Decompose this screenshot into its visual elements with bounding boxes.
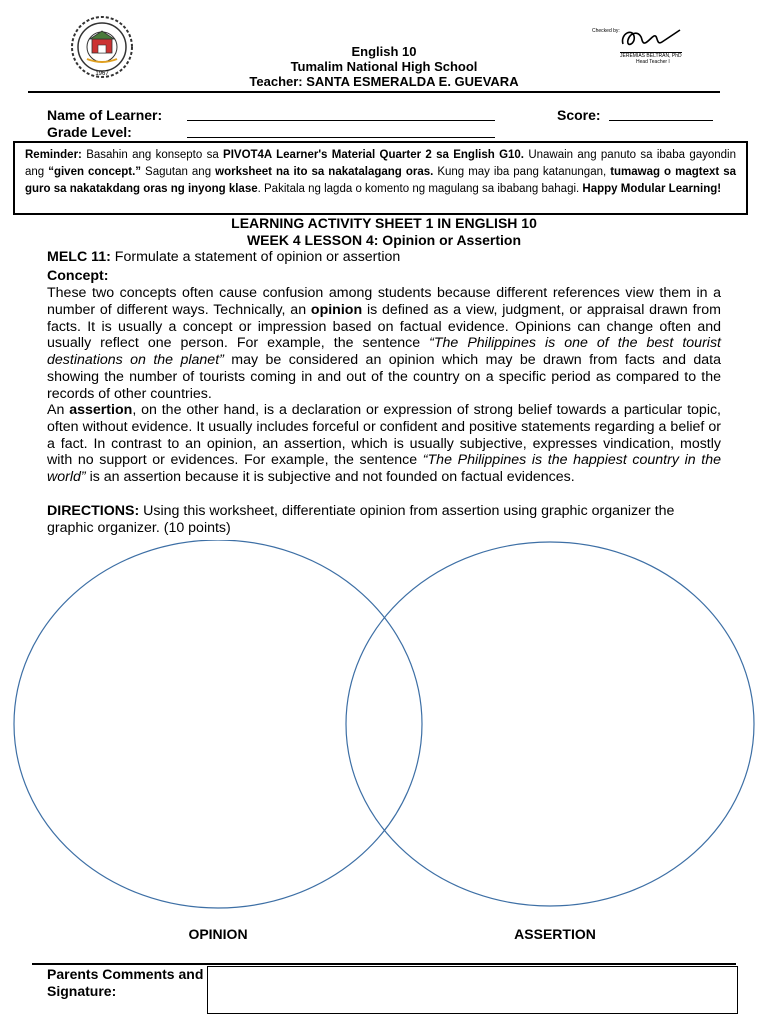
teacher-name: Teacher: SANTA ESMERALDA E. GUEVARA xyxy=(249,74,519,89)
paragraph-text: is defined as a view, judgment, or appraisal drawn from facts. It is usually a concept or impression based on factual evidence. Opinions can change often and usually reflect one person. For example, the sentence xyxy=(47,301,721,352)
checked-by-label: Checked by: xyxy=(592,28,620,34)
paragraph-text: An xyxy=(47,402,70,418)
paragraph-text: assertion xyxy=(69,402,133,418)
score-field[interactable] xyxy=(609,120,713,121)
opinion-label: OPINION xyxy=(188,926,248,942)
concept-paragraph-assertion xyxy=(47,402,721,486)
lesson-title: WEEK 4 LESSON 4: Opinion or Assertion xyxy=(246,232,522,248)
directions xyxy=(47,503,721,537)
footer-divider xyxy=(32,963,736,965)
directions-label: DIRECTIONS: xyxy=(47,503,140,519)
venn-diagram xyxy=(0,540,768,920)
paragraph-text: “The Philippines is the happiest country in the world” xyxy=(47,452,722,486)
reminder-text: Happy Modular Learning! xyxy=(582,183,722,195)
school-name: Tumalim National High School xyxy=(290,59,478,74)
reminder-text: PIVOT4A Learner's Material Quarter 2 sa English G10. xyxy=(223,149,525,161)
reminder-text: Unawain ang panuto sa ibaba gayondin ang xyxy=(25,149,736,178)
melc-label: MELC 11: xyxy=(47,249,111,265)
assertion-label: ASSERTION xyxy=(514,926,596,942)
paragraph-text: , on the other hand, is a declaration or expression of strong belief towards a particular topic, often without evidence. It usually includes forceful or confident and positive statements regarding a belief or a fact. In contrast to an opinion, an assertion, which is usually subjective, expresses vindication, mostly with no support or evidences. For example, the sentence xyxy=(47,402,722,469)
melc-text: Formulate a statement of opinion or assertion xyxy=(110,249,401,265)
sheet-title: LEARNING ACTIVITY SHEET 1 IN ENGLISH 10 xyxy=(231,215,537,231)
name-of-learner-field[interactable] xyxy=(187,120,495,121)
reminder-box xyxy=(13,141,748,215)
reminder-text: Basahin ang konsepto sa xyxy=(81,149,224,161)
paragraph-text: “The Philippines is one of the best tourist destinations on the planet” xyxy=(47,335,721,369)
directions-text: Using this worksheet, differentiate opinion from assertion using graphic organizer the graphic organizer. (10 points) xyxy=(47,503,675,536)
reminder-text: tumawag o magtext sa guro sa nakatakdang oras ng inyong klase xyxy=(25,166,736,195)
score-label: Score: xyxy=(557,107,601,123)
checker-name: JEREMIAS BELTRAN, PhD xyxy=(620,53,682,59)
reminder-text: Sagutan ang xyxy=(141,166,216,178)
reminder-text: . Pakitala ng lagda o komento ng magulang sa ibabang bahagi. xyxy=(257,183,583,195)
name-of-learner-label: Name of Learner: xyxy=(47,107,163,123)
reminder-label: Reminder: xyxy=(25,149,82,161)
reminder-text: worksheet na ito sa nakatalagang oras. xyxy=(215,166,434,178)
checker-title: Head Teacher I xyxy=(636,59,670,65)
signature-icon xyxy=(618,26,688,52)
grade-level-field[interactable] xyxy=(187,137,495,138)
reminder-text: Kung may iba pang katanungan, xyxy=(433,166,611,178)
paragraph-text: is an assertion because it is subjective and not founded on factual evidences. xyxy=(85,469,575,486)
concept-paragraph-opinion xyxy=(47,285,721,403)
assertion-circle[interactable] xyxy=(346,542,754,906)
subject-title: English 10 xyxy=(351,44,417,59)
grade-level-label: Grade Level: xyxy=(47,124,132,140)
concept-heading: Concept: xyxy=(47,268,109,284)
melc-line xyxy=(47,249,721,266)
parents-comments-field[interactable] xyxy=(207,966,738,1014)
opinion-circle[interactable] xyxy=(14,540,422,908)
checked-by-signature xyxy=(588,22,698,70)
paragraph-text: opinion xyxy=(310,301,363,318)
paragraph-text: may be considered an opinion which may be drawn from facts and data showing the number of tourists coming in and out of the country on a specific period as compared to the records of other countries. xyxy=(47,352,721,402)
reminder-text: “given concept.” xyxy=(48,166,142,178)
svg-text:1967: 1967 xyxy=(95,71,109,77)
header-divider xyxy=(28,91,720,93)
parents-comments-label: Parents Comments and Signature: xyxy=(47,966,204,999)
paragraph-text: These two concepts often cause confusion among students because different references view them in a number of different ways. Technically, an xyxy=(47,285,721,318)
